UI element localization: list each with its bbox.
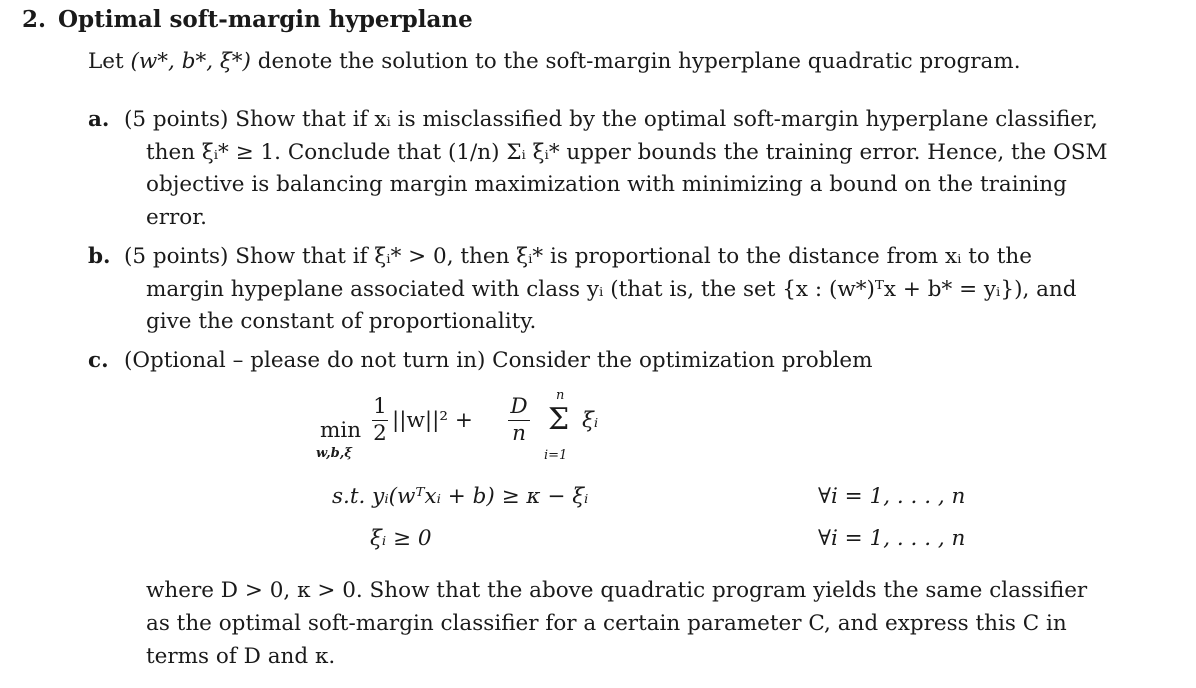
subproblem-b-letter: b. — [88, 244, 111, 269]
subproblem-b-line-1: (5 points) Show that if ξᵢ* > 0, then ξᵢ* is proportional to the distance from xᵢ to the — [124, 244, 1032, 269]
concluding-question — [146, 574, 1156, 673]
half-numerator: 1 — [373, 394, 387, 419]
subproblem-b — [88, 241, 1148, 339]
sum-lower-limit: i=1 — [544, 448, 568, 463]
intro-sentence — [88, 49, 1021, 74]
d-over-n-fraction — [508, 394, 530, 447]
subproblem-b-line-2: margin hypeplane associated with class yᵢ (that is, the set {x : (w*)ᵀx + b* = yᵢ}), and — [146, 276, 1077, 302]
margin-constraint-range: ∀i = 1, . . . , n — [818, 484, 966, 509]
subproblem-c — [88, 345, 1148, 378]
summation-symbol: Σ — [548, 402, 570, 437]
margin-constraint: s.t. yᵢ(wᵀxᵢ + b) ≥ κ − ξᵢ — [332, 484, 589, 509]
optimization-problem — [316, 388, 1020, 558]
concluding-line-3: terms of D and κ. — [146, 644, 336, 669]
min-operator: min — [320, 418, 362, 443]
half-fraction — [372, 394, 388, 447]
subproblem-a — [88, 104, 1148, 234]
sum-upper-limit: n — [556, 388, 565, 403]
intro-before: Let — [88, 49, 131, 74]
subproblem-b-line-3: give the constant of proportionality. — [146, 309, 537, 334]
concluding-line-1: where D > 0, κ > 0. Show that the above quadratic program yields the same classifier — [146, 578, 1088, 603]
problem-title: Optimal soft-margin hyperplane — [58, 6, 473, 33]
weight-norm-term: ||w||² + — [392, 408, 473, 433]
subproblem-a-line-1: (5 points) Show that if xᵢ is misclassified by the optimal soft-margin hyperplane classifier, — [124, 107, 1098, 132]
subproblem-a-line-3: objective is balancing margin maximization with minimizing a bound on the training — [146, 172, 1067, 197]
problem-heading — [22, 6, 473, 33]
d-numerator: D — [508, 394, 530, 421]
subproblem-c-letter: c. — [88, 348, 109, 373]
n-denominator: n — [512, 421, 526, 446]
objective-function — [316, 388, 640, 476]
slack-variable: ξᵢ — [582, 408, 599, 433]
min-subscript: w,b,ξ — [316, 446, 352, 461]
subproblem-a-line-4: error. — [146, 204, 207, 230]
slack-constraint: ξᵢ ≥ 0 — [370, 526, 432, 551]
problem-number: 2. — [22, 6, 47, 33]
subproblem-c-line-1: (Optional – please do not turn in) Consider the optimization problem — [124, 348, 873, 373]
subproblem-a-letter: a. — [88, 107, 110, 132]
subproblem-a-line-2: then ξᵢ* ≥ 1. Conclude that (1/n) Σᵢ ξᵢ* upper bounds the training error. Hence, the OSM — [146, 139, 1108, 165]
slack-constraint-range: ∀i = 1, . . . , n — [818, 526, 966, 551]
half-denominator: 2 — [373, 421, 387, 446]
concluding-line-2: as the optimal soft-margin classifier for a certain parameter C, and express this C in — [146, 611, 1067, 636]
intro-after: denote the solution to the soft-margin hyperplane quadratic program. — [250, 49, 1021, 74]
intro-solution-tuple: (w*, b*, ξ*) — [130, 49, 251, 74]
